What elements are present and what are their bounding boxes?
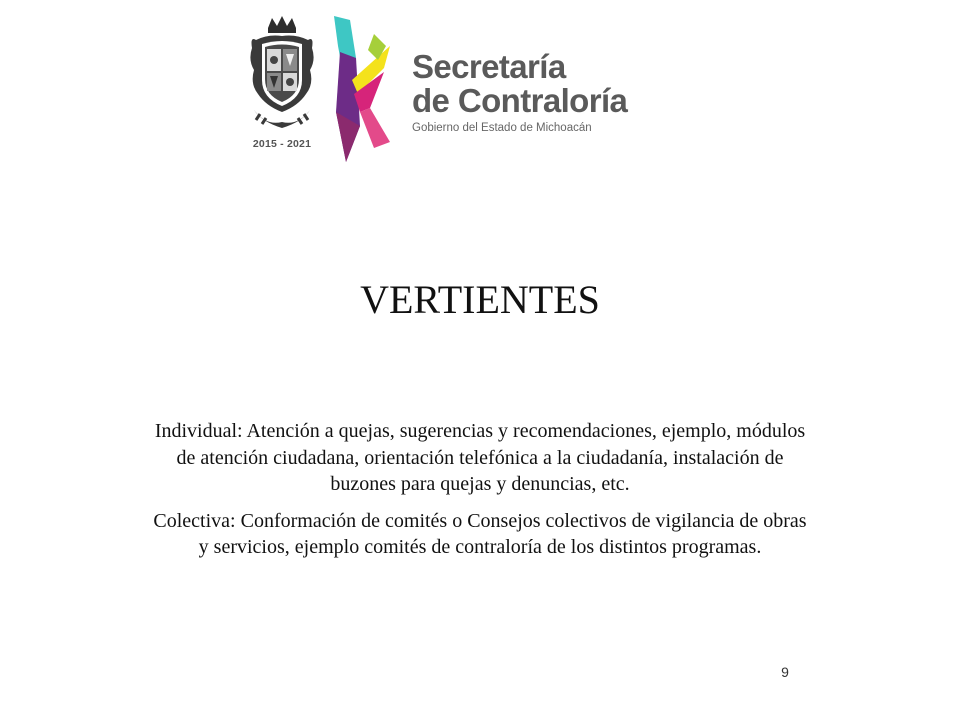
page-number: 9	[781, 664, 789, 680]
brand-title-line1: Secretaría	[412, 48, 566, 85]
slide-body	[148, 418, 812, 571]
michoacan-seal-icon	[246, 14, 318, 162]
slide-title: VERTIENTES	[360, 277, 600, 322]
paragraph-individual: Individual: Atención a quejas, sugerencias y recomendaciones, ejemplo, módulos de atención ciudadana, orientación telefónica a la ciudadanía, instalación de buzones para quejas y denuncias, etc.	[154, 420, 806, 495]
seal-years: 2015 - 2021	[252, 138, 312, 150]
brand-subtitle: Gobierno del Estado de Michoacán	[412, 122, 592, 134]
logo-banner	[246, 14, 634, 162]
brand-text	[412, 50, 634, 134]
paragraph-colectiva: Colectiva: Conformación de comités o Consejos colectivos de vigilancia de obras y servicios, ejemplo comités de contraloría de los distintos programas.	[153, 509, 807, 558]
contraloria-k-logo-icon	[330, 16, 406, 162]
brand-title-line2: de Contraloría	[412, 82, 628, 119]
